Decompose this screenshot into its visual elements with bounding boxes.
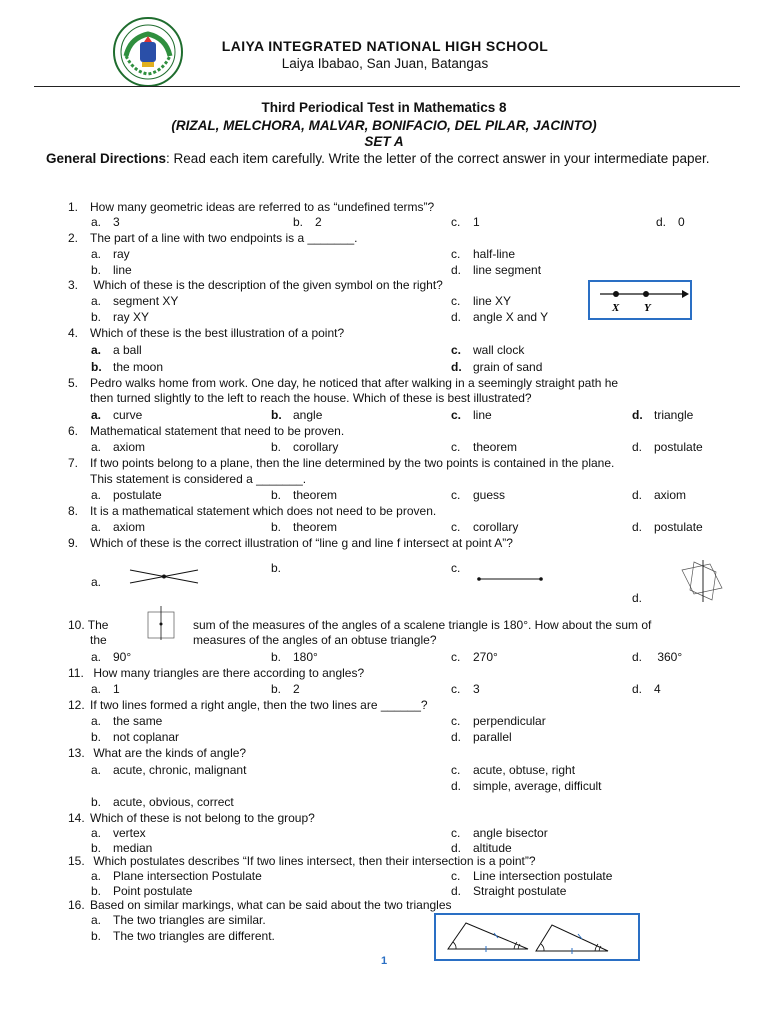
option-8a[interactable]: a. axiom [91, 520, 146, 534]
question-7-cont: This statement is considered a _______. [90, 472, 307, 486]
option-9c[interactable]: c. [451, 561, 461, 575]
option-1b[interactable]: b. 2 [293, 215, 322, 229]
option-3b[interactable]: b. ray XY [91, 310, 150, 324]
school-address: Laiya Ibabao, San Juan, Batangas [281, 56, 489, 71]
option-13d[interactable]: d. simple, average, difficult [451, 779, 602, 793]
question-13-options-row3 [91, 794, 731, 810]
option-3d[interactable]: d. angle X and Y [451, 310, 549, 324]
question-14: 14. Which of these is not belong to the group? [68, 811, 315, 825]
ray-xy-figure [588, 280, 692, 320]
school-name: LAIYA INTEGRATED NATIONAL HIGH SCHOOL [221, 38, 549, 54]
question-10-options [91, 649, 731, 665]
option-4b[interactable]: b. the moon [91, 360, 164, 374]
option-7c[interactable]: c. guess [451, 488, 506, 502]
similar-triangles-figure [434, 913, 640, 961]
question-2-options-row2 [91, 262, 731, 278]
option-12b[interactable]: b. not coplanar [91, 730, 180, 744]
option-9d[interactable]: d. [632, 591, 643, 605]
option-13c[interactable]: c. acute, obtuse, right [451, 763, 576, 777]
test-title: Third Periodical Test in Mathematics 8 [261, 100, 507, 115]
option-12c[interactable]: c. perpendicular [451, 714, 546, 728]
question-13-options-row1 [91, 762, 731, 778]
option-11c[interactable]: c. 3 [451, 682, 480, 696]
option-7a[interactable]: a. postulate [91, 488, 162, 502]
option-3a[interactable]: a. segment XY [91, 294, 179, 308]
general-directions [46, 150, 726, 167]
question-9-option-d-row [91, 590, 731, 606]
option-1a[interactable]: a. 3 [91, 215, 120, 229]
option-2b[interactable]: b. line [91, 263, 132, 277]
test-sections: (RIZAL, MELCHORA, MALVAR, BONIFACIO, DEL PILAR, JACINTO) [171, 118, 597, 133]
option-15d[interactable]: d. Straight postulate [451, 884, 567, 898]
school-logo-icon [112, 16, 184, 88]
option-4d[interactable]: d. grain of sand [451, 360, 543, 374]
test-set: SET A [364, 134, 404, 149]
option-7b[interactable]: b. theorem [271, 488, 338, 502]
question-12: 12. If two lines formed a right angle, then the two lines are ______? [68, 698, 428, 712]
option-8c[interactable]: c. corollary [451, 520, 519, 534]
option-1c[interactable]: c. 1 [451, 215, 480, 229]
intersecting-lines-a-icon [126, 566, 202, 586]
question-12-options-row2 [91, 729, 731, 745]
option-11a[interactable]: a. 1 [91, 682, 120, 696]
question-4-options-row1 [91, 342, 731, 358]
intersecting-planes-d-icon [676, 558, 728, 604]
page-number: 1 [380, 955, 388, 967]
question-7: 7. If two points belong to a plane, then the line determined by the two points is contained in the plane. [68, 456, 615, 470]
question-11-options [91, 681, 731, 697]
option-14c[interactable]: c. angle bisector [451, 826, 548, 840]
option-16b[interactable]: b. The two triangles are different. [91, 929, 275, 943]
option-8b[interactable]: b. theorem [271, 520, 338, 534]
option-5d[interactable]: d. triangle [632, 408, 694, 422]
question-5: 5. Pedro walks home from work. One day, he noticed that after walking in a seemingly straight path he [68, 376, 619, 390]
option-12d[interactable]: d. parallel [451, 730, 512, 744]
question-11: 11. How many triangles are there according to angles? [68, 666, 365, 680]
question-15-options-row1 [91, 868, 731, 884]
question-5-cont: then turned slightly to the left to reach the house. Which of these is best illustrated? [90, 391, 532, 405]
question-7-options [91, 487, 731, 503]
question-8: 8. It is a mathematical statement which does not need to be proven. [68, 504, 437, 518]
header-divider [34, 86, 740, 87]
option-6a[interactable]: a. axiom [91, 440, 146, 454]
option-2c[interactable]: c. half-line [451, 247, 516, 261]
question-15: 15. Which postulates describes “If two lines intersect, then their intersection is a point”? [68, 854, 536, 868]
option-14a[interactable]: a. vertex [91, 826, 146, 840]
plane-figure-icon [145, 604, 179, 640]
option-5a[interactable]: a. curve [91, 408, 143, 422]
option-5c[interactable]: c. line [451, 408, 492, 422]
option-6c[interactable]: c. theorem [451, 440, 518, 454]
option-5b[interactable]: b. angle [271, 408, 323, 422]
question-6: 6. Mathematical statement that need to be proven. [68, 424, 345, 438]
question-14-options-row1 [91, 825, 731, 841]
option-9a[interactable]: a. [91, 575, 102, 589]
question-4: 4. Which of these is the best illustration of a point? [68, 326, 345, 340]
option-1d[interactable]: d. 0 [656, 215, 685, 229]
option-14b[interactable]: b. median [91, 841, 153, 855]
option-8d[interactable]: d. postulate [632, 520, 703, 534]
option-2d[interactable]: d. line segment [451, 263, 542, 277]
label-x: X [612, 302, 620, 314]
ray-xy-icon [590, 282, 690, 318]
question-3: 3. Which of these is the description of the given symbol on the right? [68, 278, 443, 292]
question-10-cont: the measures of the angles of an obtuse triangle? [90, 633, 437, 647]
option-4a[interactable]: a. a ball [91, 343, 142, 357]
option-13a[interactable]: a. acute, chronic, malignant [91, 763, 247, 777]
option-4c[interactable]: c. wall clock [451, 343, 525, 357]
question-12-options-row1 [91, 713, 731, 729]
similar-triangles-icon [436, 915, 638, 959]
option-10a[interactable]: a. 90° [91, 650, 132, 664]
option-2a[interactable]: a. ray [91, 247, 130, 261]
question-4-options-row2 [91, 359, 731, 375]
option-11d[interactable]: d. 4 [632, 682, 661, 696]
option-11b[interactable]: b. 2 [271, 682, 300, 696]
question-2-options-row1 [91, 246, 731, 262]
question-1: 1. How many geometric ideas are referred to as “undefined terms”? [68, 200, 435, 214]
option-14d[interactable]: d. altitude [451, 841, 512, 855]
question-16: 16. Based on similar markings, what can be said about the two triangles [68, 898, 452, 912]
option-7d[interactable]: d. axiom [632, 488, 687, 502]
option-15c[interactable]: c. Line intersection postulate [451, 869, 613, 883]
option-10b[interactable]: b. 180° [271, 650, 318, 664]
question-1-options [91, 214, 731, 230]
segment-c-icon [474, 574, 546, 588]
question-2: 2. The part of a line with two endpoints is a _______. [68, 231, 358, 245]
option-15a[interactable]: a. Plane intersection Postulate [91, 869, 262, 883]
option-16a[interactable]: a. The two triangles are similar. [91, 913, 266, 927]
option-10c[interactable]: c. 270° [451, 650, 498, 664]
directions-text: : Read each item carefully. Write the letter of the correct answer in your intermediate paper. [166, 151, 710, 166]
option-13b[interactable]: b. acute, obvious, correct [91, 795, 234, 809]
option-6b[interactable]: b. corollary [271, 440, 339, 454]
question-9: 9. Which of these is the correct illustration of “line g and line f intersect at point A”? [68, 536, 513, 550]
option-10d[interactable]: d. 360° [632, 650, 683, 664]
question-8-options [91, 519, 731, 535]
option-9b[interactable]: b. [271, 561, 282, 575]
option-6d[interactable]: d. postulate [632, 440, 703, 454]
option-15b[interactable]: b. Point postulate [91, 884, 193, 898]
question-13-options-row2 [91, 778, 731, 794]
option-3c[interactable]: c. line XY [451, 294, 512, 308]
directions-label: General Directions [46, 151, 167, 166]
question-5-options [91, 407, 731, 423]
question-13: 13. What are the kinds of angle? [68, 746, 247, 760]
option-12a[interactable]: a. the same [91, 714, 163, 728]
label-y: Y [644, 302, 651, 314]
question-6-options [91, 439, 731, 455]
question-10: 10. The sum of the measures of the angles of a scalene triangle is 180°. How about the sum of [68, 618, 652, 632]
